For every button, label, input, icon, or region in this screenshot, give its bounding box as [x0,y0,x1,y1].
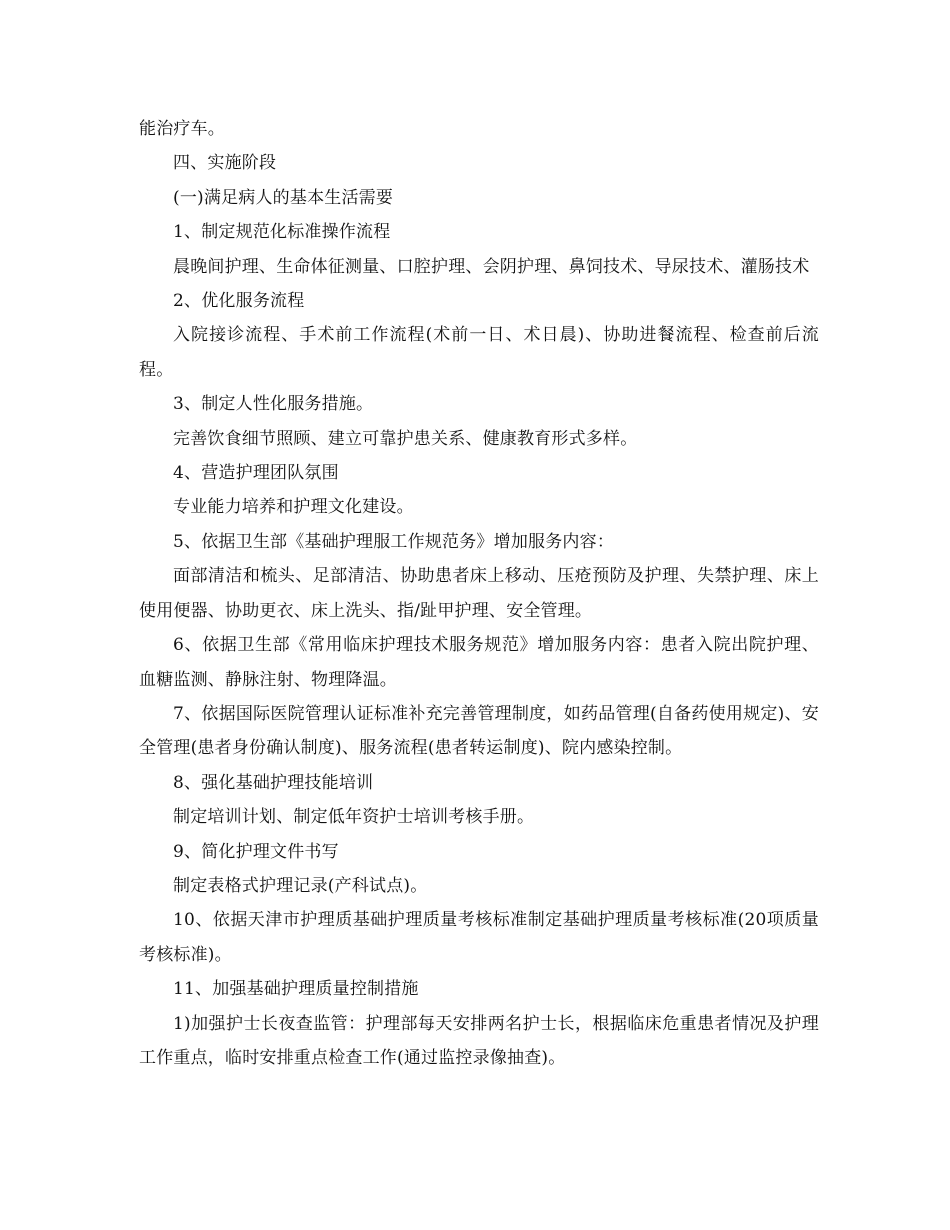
subsection-heading: (一)满足病人的基本生活需要 [173,187,394,208]
item-body-2: 入院接诊流程、手术前工作流程(术前一日、术日晨)、协助进餐流程、检查前后流程。 [139,325,819,380]
item-body-9: 制定表格式护理记录(产科试点)。 [173,875,428,896]
item-body-3: 完善饮食细节照顾、建立可靠护患关系、健康教育形式多样。 [173,428,638,449]
item-body-8: 制定培训计划、制定低年资护士培训考核手册。 [173,807,535,828]
document-body [139,112,819,1075]
item-body-11-1: 1)加强护士长夜查监管：护理部每天安排两名护士长，根据临床危重患者情况及护理工作重点，临时安排重点检查工作(通过监控录像抽查)。 [139,1013,819,1068]
item-paragraph-10: 10、依据天津市护理质基础护理质量考核标准制定基础护理质量考核标准(20项质量考核标准)。 [139,910,819,965]
item-heading-3: 3、制定人性化服务措施。 [173,394,374,415]
item-heading-1: 1、制定规范化标准操作流程 [173,222,391,243]
item-paragraph-6: 6、依据卫生部《常用临床护理技术服务规范》增加服务内容：患者入院出院护理、血糖监测、静脉注射、物理降温。 [139,635,819,690]
item-body-1: 晨晚间护理、生命体征测量、口腔护理、会阴护理、鼻饲技术、导尿技术、灌肠技术 [173,256,810,277]
item-heading-8: 8、强化基础护理技能培训 [173,772,374,793]
paragraph-continuation: 能治疗车。 [139,119,225,139]
item-heading-4: 4、营造护理团队氛围 [173,463,339,484]
item-heading-2: 2、优化服务流程 [173,291,305,312]
section-heading-implementation: 四、实施阶段 [173,153,277,174]
item-paragraph-7: 7、依据国际医院管理认证标准补充完善管理制度，如药品管理(自备药使用规定)、安全管理(患者身份确认制度)、服务流程(患者转运制度)、院内感染控制。 [139,703,819,759]
item-heading-11: 11、加强基础护理质量控制措施 [173,979,419,1000]
item-heading-9: 9、简化护理文件书写 [173,841,339,862]
item-heading-5: 5、依据卫生部《基础护理服工作规范务》增加服务内容： [173,531,615,552]
item-body-4: 专业能力培养和护理文化建设。 [173,497,414,518]
item-body-5: 面部清洁和梳头、足部清洁、协助患者床上移动、压疮预防及护理、失禁护理、床上使用便器、协助更衣、床上洗头、指/趾甲护理、安全管理。 [139,566,819,621]
